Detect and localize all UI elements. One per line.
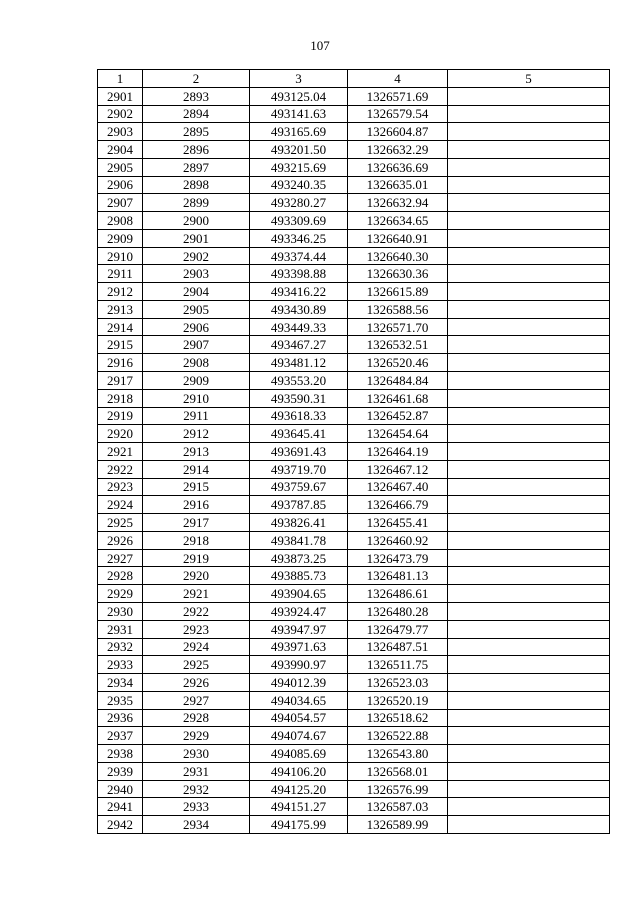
note-cell <box>448 656 610 674</box>
note-cell <box>448 674 610 692</box>
source-number-cell: 2903 <box>143 265 250 283</box>
table-row <box>98 709 610 727</box>
point-number-cell: 2907 <box>98 194 143 212</box>
point-number-cell: 2936 <box>98 709 143 727</box>
coord-y-cell: 1326568.01 <box>348 762 448 780</box>
coord-y-cell: 1326481.13 <box>348 567 448 585</box>
coord-x-cell: 494106.20 <box>250 762 348 780</box>
coord-y-cell: 1326480.28 <box>348 602 448 620</box>
coordinates-table-body <box>98 70 610 834</box>
coord-x-cell: 493240.35 <box>250 176 348 194</box>
point-number-cell: 2915 <box>98 336 143 354</box>
table-row <box>98 691 610 709</box>
coord-x-cell: 493374.44 <box>250 247 348 265</box>
table-row <box>98 123 610 141</box>
coord-y-cell: 1326640.91 <box>348 229 448 247</box>
note-cell <box>448 780 610 798</box>
point-number-cell: 2940 <box>98 780 143 798</box>
table-row <box>98 656 610 674</box>
note-cell <box>448 531 610 549</box>
coord-x-cell: 493645.41 <box>250 425 348 443</box>
point-number-cell: 2910 <box>98 247 143 265</box>
coord-x-cell: 493990.97 <box>250 656 348 674</box>
table-row <box>98 762 610 780</box>
source-number-cell: 2906 <box>143 318 250 336</box>
coord-x-cell: 493416.22 <box>250 283 348 301</box>
table-row <box>98 478 610 496</box>
coord-y-cell: 1326479.77 <box>348 620 448 638</box>
coord-x-cell: 493719.70 <box>250 460 348 478</box>
source-number-cell: 2910 <box>143 389 250 407</box>
page-number: 107 <box>310 38 330 53</box>
table-row <box>98 212 610 230</box>
coord-y-cell: 1326630.36 <box>348 265 448 283</box>
coord-y-cell: 1326632.94 <box>348 194 448 212</box>
coord-y-cell: 1326589.99 <box>348 816 448 834</box>
coord-x-cell: 493691.43 <box>250 443 348 461</box>
coord-x-cell: 494125.20 <box>250 780 348 798</box>
point-number-cell: 2927 <box>98 549 143 567</box>
note-cell <box>448 283 610 301</box>
coord-y-cell: 1326532.51 <box>348 336 448 354</box>
coord-x-cell: 493618.33 <box>250 407 348 425</box>
point-number-cell: 2908 <box>98 212 143 230</box>
note-cell <box>448 816 610 834</box>
coord-x-cell: 493885.73 <box>250 567 348 585</box>
coord-y-cell: 1326636.69 <box>348 158 448 176</box>
source-number-cell: 2894 <box>143 105 250 123</box>
table-row <box>98 567 610 585</box>
table-row <box>98 283 610 301</box>
point-number-cell: 2901 <box>98 87 143 105</box>
coord-y-cell: 1326604.87 <box>348 123 448 141</box>
note-cell <box>448 87 610 105</box>
point-number-cell: 2924 <box>98 496 143 514</box>
source-number-cell: 2918 <box>143 531 250 549</box>
note-cell <box>448 709 610 727</box>
coord-y-cell: 1326454.64 <box>348 425 448 443</box>
coord-y-cell: 1326511.75 <box>348 656 448 674</box>
point-number-cell: 2922 <box>98 460 143 478</box>
note-cell <box>448 620 610 638</box>
coord-y-cell: 1326587.03 <box>348 798 448 816</box>
point-number-cell: 2912 <box>98 283 143 301</box>
point-number-cell: 2914 <box>98 318 143 336</box>
table-row <box>98 531 610 549</box>
table-row <box>98 194 610 212</box>
table-row <box>98 300 610 318</box>
coord-y-cell: 1326615.89 <box>348 283 448 301</box>
note-cell <box>448 354 610 372</box>
point-number-cell: 2920 <box>98 425 143 443</box>
source-number-cell: 2921 <box>143 585 250 603</box>
table-row <box>98 176 610 194</box>
note-cell <box>448 798 610 816</box>
table-row <box>98 585 610 603</box>
table-row <box>98 407 610 425</box>
coord-x-cell: 493280.27 <box>250 194 348 212</box>
note-cell <box>448 318 610 336</box>
coord-x-cell: 493449.33 <box>250 318 348 336</box>
coord-y-cell: 1326452.87 <box>348 407 448 425</box>
point-number-cell: 2919 <box>98 407 143 425</box>
point-number-cell: 2923 <box>98 478 143 496</box>
note-cell <box>448 105 610 123</box>
source-number-cell: 2927 <box>143 691 250 709</box>
coord-x-cell: 493215.69 <box>250 158 348 176</box>
coord-y-cell: 1326467.12 <box>348 460 448 478</box>
note-cell <box>448 602 610 620</box>
note-cell <box>448 443 610 461</box>
coord-y-cell: 1326571.70 <box>348 318 448 336</box>
coord-y-cell: 1326484.84 <box>348 372 448 390</box>
source-number-cell: 2909 <box>143 372 250 390</box>
coordinates-table <box>97 69 610 834</box>
source-number-cell: 2917 <box>143 514 250 532</box>
coord-x-cell: 494085.69 <box>250 745 348 763</box>
point-number-cell: 2906 <box>98 176 143 194</box>
coord-y-cell: 1326588.56 <box>348 300 448 318</box>
source-number-cell: 2914 <box>143 460 250 478</box>
source-number-cell: 2899 <box>143 194 250 212</box>
coord-x-cell: 493481.12 <box>250 354 348 372</box>
coord-y-cell: 1326464.19 <box>348 443 448 461</box>
source-number-cell: 2896 <box>143 141 250 159</box>
note-cell <box>448 585 610 603</box>
coord-y-cell: 1326640.30 <box>348 247 448 265</box>
note-cell <box>448 460 610 478</box>
coord-y-cell: 1326467.40 <box>348 478 448 496</box>
coord-x-cell: 493346.25 <box>250 229 348 247</box>
coord-x-cell: 493165.69 <box>250 123 348 141</box>
coord-x-cell: 494034.65 <box>250 691 348 709</box>
column-header: 1 <box>98 70 143 88</box>
point-number-cell: 2928 <box>98 567 143 585</box>
point-number-cell: 2929 <box>98 585 143 603</box>
source-number-cell: 2919 <box>143 549 250 567</box>
source-number-cell: 2923 <box>143 620 250 638</box>
table-row <box>98 229 610 247</box>
point-number-cell: 2941 <box>98 798 143 816</box>
coord-x-cell: 493759.67 <box>250 478 348 496</box>
point-number-cell: 2905 <box>98 158 143 176</box>
coord-x-cell: 493826.41 <box>250 514 348 532</box>
note-cell <box>448 372 610 390</box>
note-cell <box>448 745 610 763</box>
table-row <box>98 354 610 372</box>
source-number-cell: 2916 <box>143 496 250 514</box>
table-row <box>98 265 610 283</box>
note-cell <box>448 549 610 567</box>
source-number-cell: 2926 <box>143 674 250 692</box>
point-number-cell: 2939 <box>98 762 143 780</box>
source-number-cell: 2920 <box>143 567 250 585</box>
point-number-cell: 2934 <box>98 674 143 692</box>
table-row <box>98 727 610 745</box>
note-cell <box>448 496 610 514</box>
table-row <box>98 141 610 159</box>
source-number-cell: 2913 <box>143 443 250 461</box>
point-number-cell: 2932 <box>98 638 143 656</box>
source-number-cell: 2905 <box>143 300 250 318</box>
table-row <box>98 336 610 354</box>
coord-x-cell: 494151.27 <box>250 798 348 816</box>
coord-x-cell: 493141.63 <box>250 105 348 123</box>
source-number-cell: 2934 <box>143 816 250 834</box>
note-cell <box>448 123 610 141</box>
coord-x-cell: 493971.63 <box>250 638 348 656</box>
note-cell <box>448 389 610 407</box>
note-cell <box>448 141 610 159</box>
note-cell <box>448 336 610 354</box>
note-cell <box>448 514 610 532</box>
coord-x-cell: 493590.31 <box>250 389 348 407</box>
source-number-cell: 2929 <box>143 727 250 745</box>
point-number-cell: 2909 <box>98 229 143 247</box>
table-row <box>98 798 610 816</box>
note-cell <box>448 567 610 585</box>
coord-x-cell: 493125.04 <box>250 87 348 105</box>
table-row <box>98 158 610 176</box>
table-row <box>98 496 610 514</box>
point-number-cell: 2926 <box>98 531 143 549</box>
coord-y-cell: 1326522.88 <box>348 727 448 745</box>
source-number-cell: 2900 <box>143 212 250 230</box>
source-number-cell: 2901 <box>143 229 250 247</box>
coord-y-cell: 1326523.03 <box>348 674 448 692</box>
point-number-cell: 2942 <box>98 816 143 834</box>
table-row <box>98 816 610 834</box>
coord-y-cell: 1326543.80 <box>348 745 448 763</box>
coord-x-cell: 493904.65 <box>250 585 348 603</box>
table-row <box>98 87 610 105</box>
coord-y-cell: 1326466.79 <box>348 496 448 514</box>
coord-x-cell: 493924.47 <box>250 602 348 620</box>
coord-x-cell: 494054.57 <box>250 709 348 727</box>
coord-x-cell: 493309.69 <box>250 212 348 230</box>
note-cell <box>448 727 610 745</box>
column-header: 5 <box>448 70 610 88</box>
coord-y-cell: 1326571.69 <box>348 87 448 105</box>
source-number-cell: 2928 <box>143 709 250 727</box>
table-row <box>98 247 610 265</box>
note-cell <box>448 176 610 194</box>
column-header: 2 <box>143 70 250 88</box>
table-row <box>98 549 610 567</box>
source-number-cell: 2912 <box>143 425 250 443</box>
source-number-cell: 2895 <box>143 123 250 141</box>
point-number-cell: 2925 <box>98 514 143 532</box>
table-row <box>98 389 610 407</box>
source-number-cell: 2911 <box>143 407 250 425</box>
coord-y-cell: 1326635.01 <box>348 176 448 194</box>
point-number-cell: 2938 <box>98 745 143 763</box>
coord-x-cell: 493841.78 <box>250 531 348 549</box>
point-number-cell: 2935 <box>98 691 143 709</box>
coord-x-cell: 493553.20 <box>250 372 348 390</box>
point-number-cell: 2918 <box>98 389 143 407</box>
point-number-cell: 2930 <box>98 602 143 620</box>
coord-y-cell: 1326579.54 <box>348 105 448 123</box>
source-number-cell: 2893 <box>143 87 250 105</box>
coord-y-cell: 1326632.29 <box>348 141 448 159</box>
note-cell <box>448 212 610 230</box>
point-number-cell: 2911 <box>98 265 143 283</box>
coord-x-cell: 493873.25 <box>250 549 348 567</box>
source-number-cell: 2930 <box>143 745 250 763</box>
point-number-cell: 2913 <box>98 300 143 318</box>
table-row <box>98 638 610 656</box>
coord-y-cell: 1326518.62 <box>348 709 448 727</box>
note-cell <box>448 478 610 496</box>
coord-y-cell: 1326487.51 <box>348 638 448 656</box>
table-header-row <box>98 70 610 88</box>
coord-x-cell: 494175.99 <box>250 816 348 834</box>
note-cell <box>448 194 610 212</box>
table-row <box>98 745 610 763</box>
source-number-cell: 2924 <box>143 638 250 656</box>
point-number-cell: 2933 <box>98 656 143 674</box>
point-number-cell: 2904 <box>98 141 143 159</box>
source-number-cell: 2908 <box>143 354 250 372</box>
source-number-cell: 2897 <box>143 158 250 176</box>
source-number-cell: 2922 <box>143 602 250 620</box>
table-row <box>98 514 610 532</box>
note-cell <box>448 158 610 176</box>
coord-y-cell: 1326460.92 <box>348 531 448 549</box>
coord-x-cell: 493467.27 <box>250 336 348 354</box>
coord-y-cell: 1326520.46 <box>348 354 448 372</box>
note-cell <box>448 265 610 283</box>
table-row <box>98 620 610 638</box>
source-number-cell: 2932 <box>143 780 250 798</box>
table-row <box>98 425 610 443</box>
point-number-cell: 2917 <box>98 372 143 390</box>
coord-x-cell: 493787.85 <box>250 496 348 514</box>
source-number-cell: 2898 <box>143 176 250 194</box>
column-header: 3 <box>250 70 348 88</box>
note-cell <box>448 407 610 425</box>
point-number-cell: 2931 <box>98 620 143 638</box>
source-number-cell: 2915 <box>143 478 250 496</box>
source-number-cell: 2902 <box>143 247 250 265</box>
table-row <box>98 105 610 123</box>
table-row <box>98 674 610 692</box>
point-number-cell: 2916 <box>98 354 143 372</box>
coord-x-cell: 493398.88 <box>250 265 348 283</box>
coord-y-cell: 1326486.61 <box>348 585 448 603</box>
point-number-cell: 2937 <box>98 727 143 745</box>
table-row <box>98 372 610 390</box>
note-cell <box>448 425 610 443</box>
table-row <box>98 460 610 478</box>
coord-y-cell: 1326473.79 <box>348 549 448 567</box>
source-number-cell: 2907 <box>143 336 250 354</box>
table-row <box>98 602 610 620</box>
note-cell <box>448 247 610 265</box>
source-number-cell: 2933 <box>143 798 250 816</box>
coord-y-cell: 1326455.41 <box>348 514 448 532</box>
table-row <box>98 443 610 461</box>
table-row <box>98 318 610 336</box>
coord-y-cell: 1326520.19 <box>348 691 448 709</box>
coord-x-cell: 493430.89 <box>250 300 348 318</box>
note-cell <box>448 229 610 247</box>
note-cell <box>448 762 610 780</box>
point-number-cell: 2903 <box>98 123 143 141</box>
source-number-cell: 2931 <box>143 762 250 780</box>
table-row <box>98 780 610 798</box>
coord-x-cell: 493201.50 <box>250 141 348 159</box>
source-number-cell: 2925 <box>143 656 250 674</box>
note-cell <box>448 638 610 656</box>
column-header: 4 <box>348 70 448 88</box>
coord-y-cell: 1326634.65 <box>348 212 448 230</box>
point-number-cell: 2902 <box>98 105 143 123</box>
coord-x-cell: 494074.67 <box>250 727 348 745</box>
point-number-cell: 2921 <box>98 443 143 461</box>
note-cell <box>448 691 610 709</box>
coord-y-cell: 1326461.68 <box>348 389 448 407</box>
source-number-cell: 2904 <box>143 283 250 301</box>
coord-x-cell: 494012.39 <box>250 674 348 692</box>
note-cell <box>448 300 610 318</box>
coord-y-cell: 1326576.99 <box>348 780 448 798</box>
coord-x-cell: 493947.97 <box>250 620 348 638</box>
